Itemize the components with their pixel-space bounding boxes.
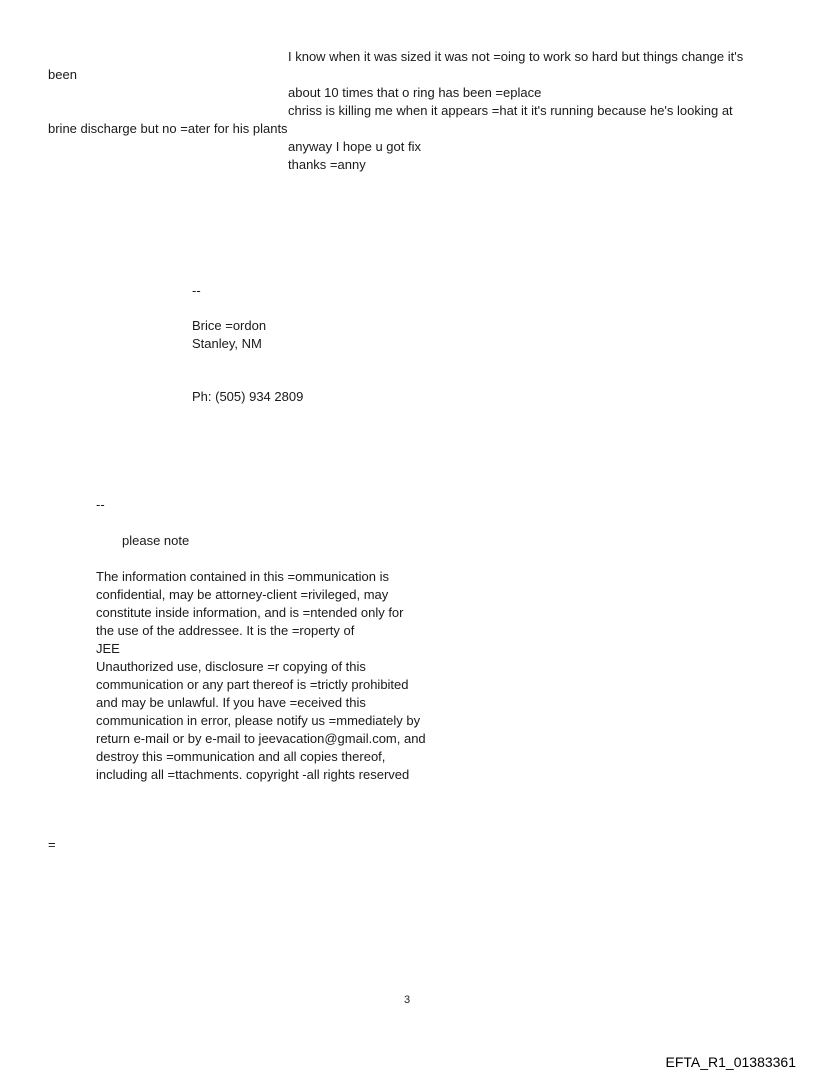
- disclaimer-line: JEE: [96, 641, 120, 656]
- disclaimer-line: communication or any part thereof is =trictly prohibited: [96, 677, 409, 692]
- trailing-equals: =: [48, 837, 56, 852]
- disclaimer-heading: please note: [122, 533, 190, 548]
- signature-phone: Ph: (505) 934 2809: [192, 389, 304, 404]
- document-id: EFTA_R1_01383361: [665, 1054, 796, 1070]
- disclaimer-line: The information contained in this =ommunication is: [96, 569, 390, 584]
- reply-line-2: about 10 times that o ring has been =eplace: [288, 85, 542, 100]
- reply-line-1-wrap: been: [48, 67, 77, 82]
- disclaimer-line: return e-mail or by e-mail to jeevacation@gmail.com, and: [96, 731, 426, 746]
- page-number: 3: [404, 994, 411, 1006]
- disclaimer-line: Unauthorized use, disclosure =r copying of this: [96, 659, 366, 674]
- disclaimer-line: communication in error, please notify us =mmediately by: [96, 713, 421, 728]
- signature-location: Stanley, NM: [192, 336, 262, 351]
- disclaimer-line: the use of the addressee. It is the =roperty of: [96, 623, 355, 638]
- reply-line-3-wrap: brine discharge but no =ater for his plants: [48, 121, 288, 136]
- disclaimer-line: confidential, may be attorney-client =rivileged, may: [96, 587, 389, 602]
- disclaimer-line: and may be unlawful. If you have =eceived this: [96, 695, 366, 710]
- disclaimer-separator: --: [96, 497, 105, 512]
- disclaimer-line: including all =ttachments. copyright -all rights reserved: [96, 767, 410, 782]
- disclaimer-body: [96, 568, 426, 784]
- signature-separator: --: [192, 283, 201, 298]
- reply-line-4: anyway I hope u got fix: [288, 139, 421, 154]
- disclaimer-line: destroy this =ommunication and all copies thereof,: [96, 749, 386, 764]
- reply-line-3: chriss is killing me when it appears =hat it it's running because he's looking at: [288, 103, 733, 118]
- signature-name: Brice =ordon: [192, 318, 267, 333]
- reply-line-1: I know when it was sized it was not =oing to work so hard but things change it's: [288, 49, 744, 64]
- reply-line-5: thanks =anny: [288, 157, 366, 172]
- disclaimer-line: constitute inside information, and is =ntended only for: [96, 605, 404, 620]
